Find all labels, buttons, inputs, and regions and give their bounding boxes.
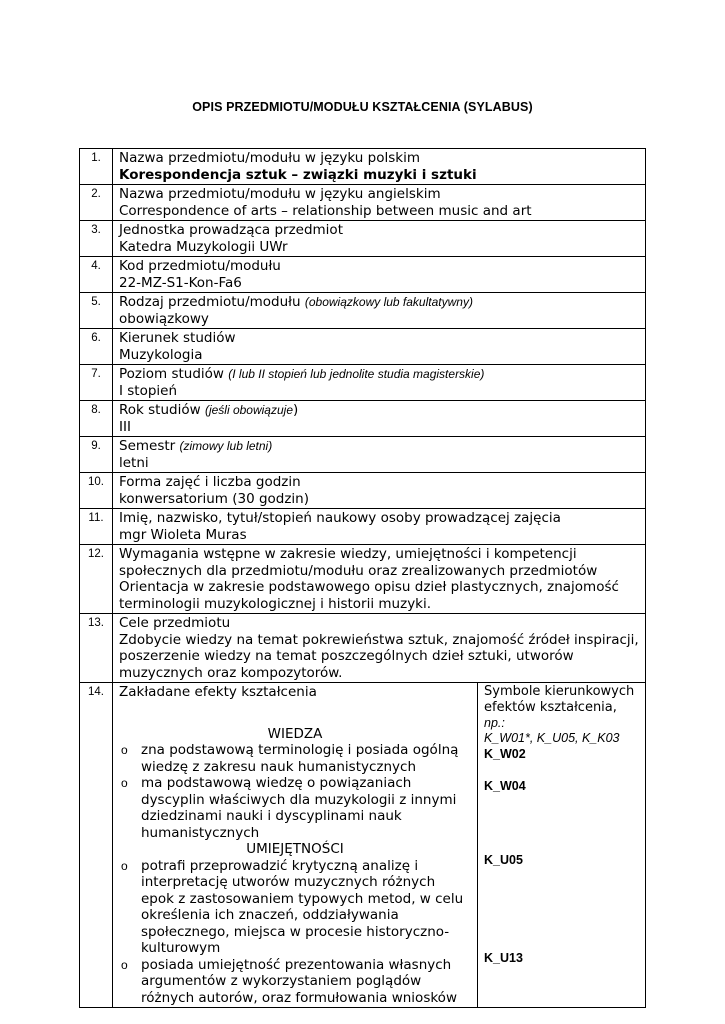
field-hint: (obowiązkowy lub fakultatywny) — [304, 295, 473, 309]
bullet-icon: o — [121, 743, 128, 757]
table-row — [80, 149, 646, 185]
field-label — [119, 330, 639, 347]
field-label — [119, 402, 639, 419]
row-number: 4. — [80, 257, 113, 293]
effect-code: K_U05 — [484, 853, 523, 867]
symbols-example: K_W01*, K_U05, K_K03 — [484, 731, 620, 745]
field-label — [119, 510, 639, 527]
row-content — [113, 509, 646, 545]
field-label-text: Jednostka prowadząca przedmiot — [119, 222, 343, 238]
field-value: Correspondence of arts – relationship between music and art — [119, 202, 532, 219]
field-label-text: Forma zajęć i liczba godzin — [119, 474, 301, 490]
field-label — [119, 150, 639, 167]
field-label — [119, 258, 639, 275]
field-label — [119, 615, 639, 632]
umiejetnosci-item-1: o potrafi przeprowadzić krytyczną analizę i interpretację utworów muzycznych różnych epok z zastosowaniem typowych metod, w celu określenia ich znaczeń, oddziaływania społecznego, miejsca w procesie historyczno-kulturowym — [121, 857, 464, 956]
field-label-text: Cele przedmiotu — [119, 615, 231, 631]
table-row — [80, 401, 646, 437]
wiedza-item-1: o zna podstawową terminologię i posiada ogólną wiedzę z zakresu nauk humanistycznych — [121, 742, 459, 775]
table-row — [80, 293, 646, 329]
wiedza-list — [119, 742, 471, 841]
table-row — [80, 365, 646, 401]
field-value: Katedra Muzykologii UWr — [119, 238, 288, 255]
field-value: III — [119, 418, 131, 435]
field-label-text: Imię, nazwisko, tytuł/stopień naukowy osoby prowadzącej zajęcia — [119, 510, 561, 526]
field-hint: (zimowy lub letni) — [179, 439, 273, 453]
effect-code: K_W04 — [484, 779, 526, 793]
table-row-14 — [80, 683, 646, 1008]
table-row — [80, 614, 646, 683]
table-row — [80, 437, 646, 473]
row-number: 5. — [80, 293, 113, 329]
field-label — [119, 474, 639, 491]
field-value: Muzykologia — [119, 346, 203, 363]
field-label-text: Kod przedmiotu/modułu — [119, 258, 281, 274]
symbols-cell — [478, 683, 646, 1008]
table-row — [80, 545, 646, 614]
umiejetnosci-item-2: o posiada umiejętność prezentowania własnych argumentów z wykorzystaniem poglądów różnych autorów, oraz formułowania wniosków — [121, 956, 457, 1006]
bullet-icon: o — [121, 776, 128, 790]
table-row — [80, 329, 646, 365]
table-row — [80, 509, 646, 545]
field-value: I stopień — [119, 382, 178, 399]
field-value: Orientacja w zakresie podstawowego opisu dzieł plastycznych, znajomość terminologii muzykologicznej i historii muzyki. — [119, 579, 619, 612]
field-value: konwersatorium (30 godzin) — [119, 490, 310, 507]
umiejetnosci-list — [119, 858, 471, 1007]
field-label — [119, 222, 639, 239]
row-number: 6. — [80, 329, 113, 365]
row-number: 13. — [80, 614, 113, 683]
row-content — [113, 401, 646, 437]
field-hint: (I lub II stopień lub jednolite studia magisterskie) — [228, 367, 485, 381]
wiedza-heading: WIEDZA — [267, 725, 323, 742]
bullet-icon: o — [121, 858, 128, 873]
field-value: 22-MZ-S1-Kon-Fa6 — [119, 274, 242, 291]
effect-code: K_U13 — [484, 951, 523, 965]
row-content — [113, 329, 646, 365]
table-row — [80, 185, 646, 221]
table-row — [80, 473, 646, 509]
row-content — [113, 293, 646, 329]
effect-code: K_W02 — [484, 747, 526, 761]
row-content — [113, 473, 646, 509]
effects-cell — [113, 683, 478, 1008]
field-label-text: Poziom studiów — [119, 366, 224, 382]
row-content — [113, 221, 646, 257]
document-title: OPIS PRZEDMIOTU/MODUŁU KSZTAŁCENIA (SYLABUS) — [192, 100, 533, 114]
field-label-text: Kierunek studiów — [119, 330, 236, 346]
field-label — [119, 294, 639, 311]
field-label — [119, 546, 639, 579]
field-label-text: Nazwa przedmiotu/modułu w języku polskim — [119, 150, 420, 166]
row-number: 12. — [80, 545, 113, 614]
row-number: 10. — [80, 473, 113, 509]
row-content — [113, 149, 646, 185]
field-hint-close: ) — [293, 402, 299, 418]
row-number: 14. — [80, 683, 113, 1008]
bullet-icon: o — [121, 957, 128, 972]
field-label-text: Rodzaj przedmiotu/modułu — [119, 294, 301, 310]
row-content — [113, 614, 646, 683]
syllabus-table — [79, 148, 646, 1008]
field-label-text: Semestr — [119, 438, 176, 454]
symbols-label: Symbole kierunkowych efektów kształcenia, — [484, 684, 635, 715]
row-content — [113, 365, 646, 401]
field-value: Korespondencja sztuk – związki muzyki i sztuki — [119, 166, 477, 183]
umiejetnosci-heading: UMIEJĘTNOŚCI — [246, 841, 344, 857]
field-value: obowiązkowy — [119, 310, 209, 327]
row-number: 3. — [80, 221, 113, 257]
field-value: mgr Wioleta Muras — [119, 526, 247, 543]
field-value: Zdobycie wiedzy na temat pokrewieństwa sztuk, znajomość źródeł inspiracji, poszerzenie wiedzy na temat poszczególnych dzieł sztuki, utworów muzycznych oraz kompozytorów. — [119, 631, 639, 681]
field-hint: (jeśli obowiązuje — [204, 403, 293, 417]
symbols-example-prefix: np.: — [484, 716, 505, 730]
field-label-text: Nazwa przedmiotu/modułu w języku angielskim — [119, 186, 441, 202]
row-number: 11. — [80, 509, 113, 545]
row-number: 9. — [80, 437, 113, 473]
table-row — [80, 257, 646, 293]
row-content — [113, 185, 646, 221]
table-row — [80, 221, 646, 257]
field-label-text: Rok studiów — [119, 402, 201, 418]
row-content — [113, 545, 646, 614]
row-number: 8. — [80, 401, 113, 437]
row-content — [113, 437, 646, 473]
wiedza-item-2: o ma podstawową wiedzę o powiązaniach dyscyplin właściwych dla muzykologii z innymi dziedzinami nauki i dyscyplinami nauk humanistycznych — [121, 775, 457, 841]
row-number: 7. — [80, 365, 113, 401]
row-content — [113, 257, 646, 293]
effects-label: Zakładane efekty kształcenia — [119, 684, 317, 700]
field-label — [119, 186, 639, 203]
field-label — [119, 438, 639, 455]
row-number: 1. — [80, 149, 113, 185]
field-label — [119, 366, 639, 383]
row-number: 2. — [80, 185, 113, 221]
field-value: letni — [119, 454, 149, 471]
field-label-text: Wymagania wstępne w zakresie wiedzy, umiejętności i kompetencji społecznych dla przedmiotu/modułu oraz zrealizowanych przedmiotów — [119, 546, 598, 579]
